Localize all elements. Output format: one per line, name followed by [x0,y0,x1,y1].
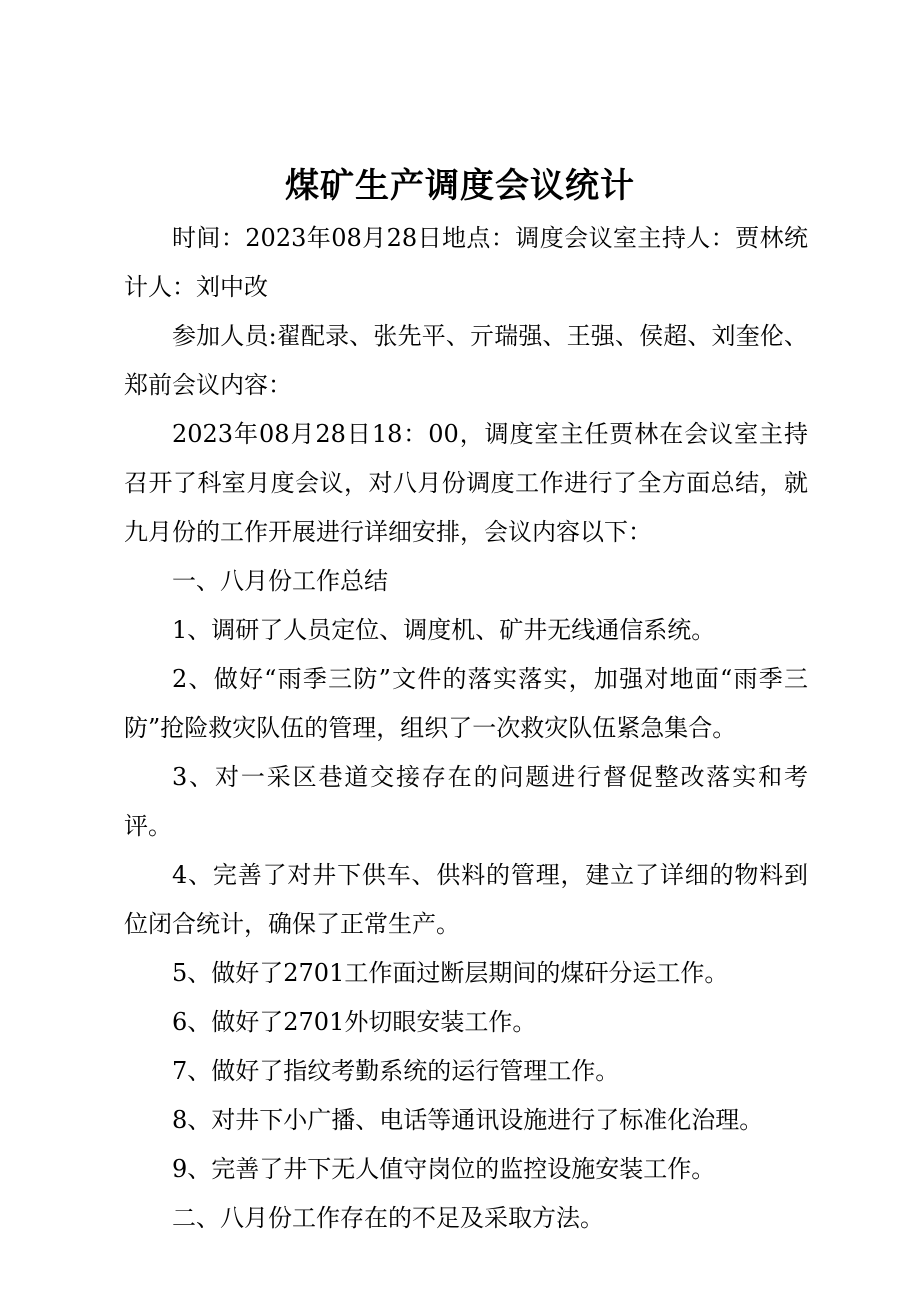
list-item: 5、做好了2701工作面过断层期间的煤矸分运工作。 [172,959,729,987]
list-item: 8、对井下小广播、电话等通讯设施进行了标准化治理。 [172,1106,764,1134]
list-item: 9、完善了井下无人值守岗位的监控设施安装工作。 [172,1155,716,1183]
list-item: 4、完善了对井下供车、供料的管理，建立了详细的物料到位闭合统计，确保了正常生产。 [124,861,808,938]
list-item: 2、做好“雨季三防”文件的落实落实，加强对地面“雨季三防”抢险救灾队伍的管理，组织了一次救灾队伍紧急集合。 [124,665,808,742]
list-item: 6、做好了2701外切眼安装工作。 [172,1008,537,1036]
list-item: 1、调研了人员定位、调度机、矿井无线通信系统。 [172,616,716,644]
document-body [124,214,808,1243]
list-item: 3、对一采区巷道交接存在的问题进行督促整改落实和考评。 [124,763,808,840]
list-item: 7、做好了指纹考勤系统的运行管理工作。 [172,1057,620,1085]
paragraph-meeting-intro: 2023年08月28日18：00，调度室主任贾林在会议室主持召开了科室月度会议，对八月份调度工作进行了全方面总结，就九月份的工作开展进行详细安排，会议内容以下： [124,420,808,546]
document-title: 煤矿生产调度会议统计 [285,166,635,206]
paragraph-time-location: 时间：2023年08月28日地点：调度会议室主持人：贾林统计人：刘中改 [124,224,808,301]
paragraph-attendees: 参加人员:翟配录、张先平、亓瑞强、王强、侯超、刘奎伦、郑前会议内容： [124,322,808,399]
section-heading-shortcomings: 二、八月份工作存在的不足及采取方法。 [172,1204,604,1232]
section-heading-august-summary: 一、八月份工作总结 [172,567,388,595]
